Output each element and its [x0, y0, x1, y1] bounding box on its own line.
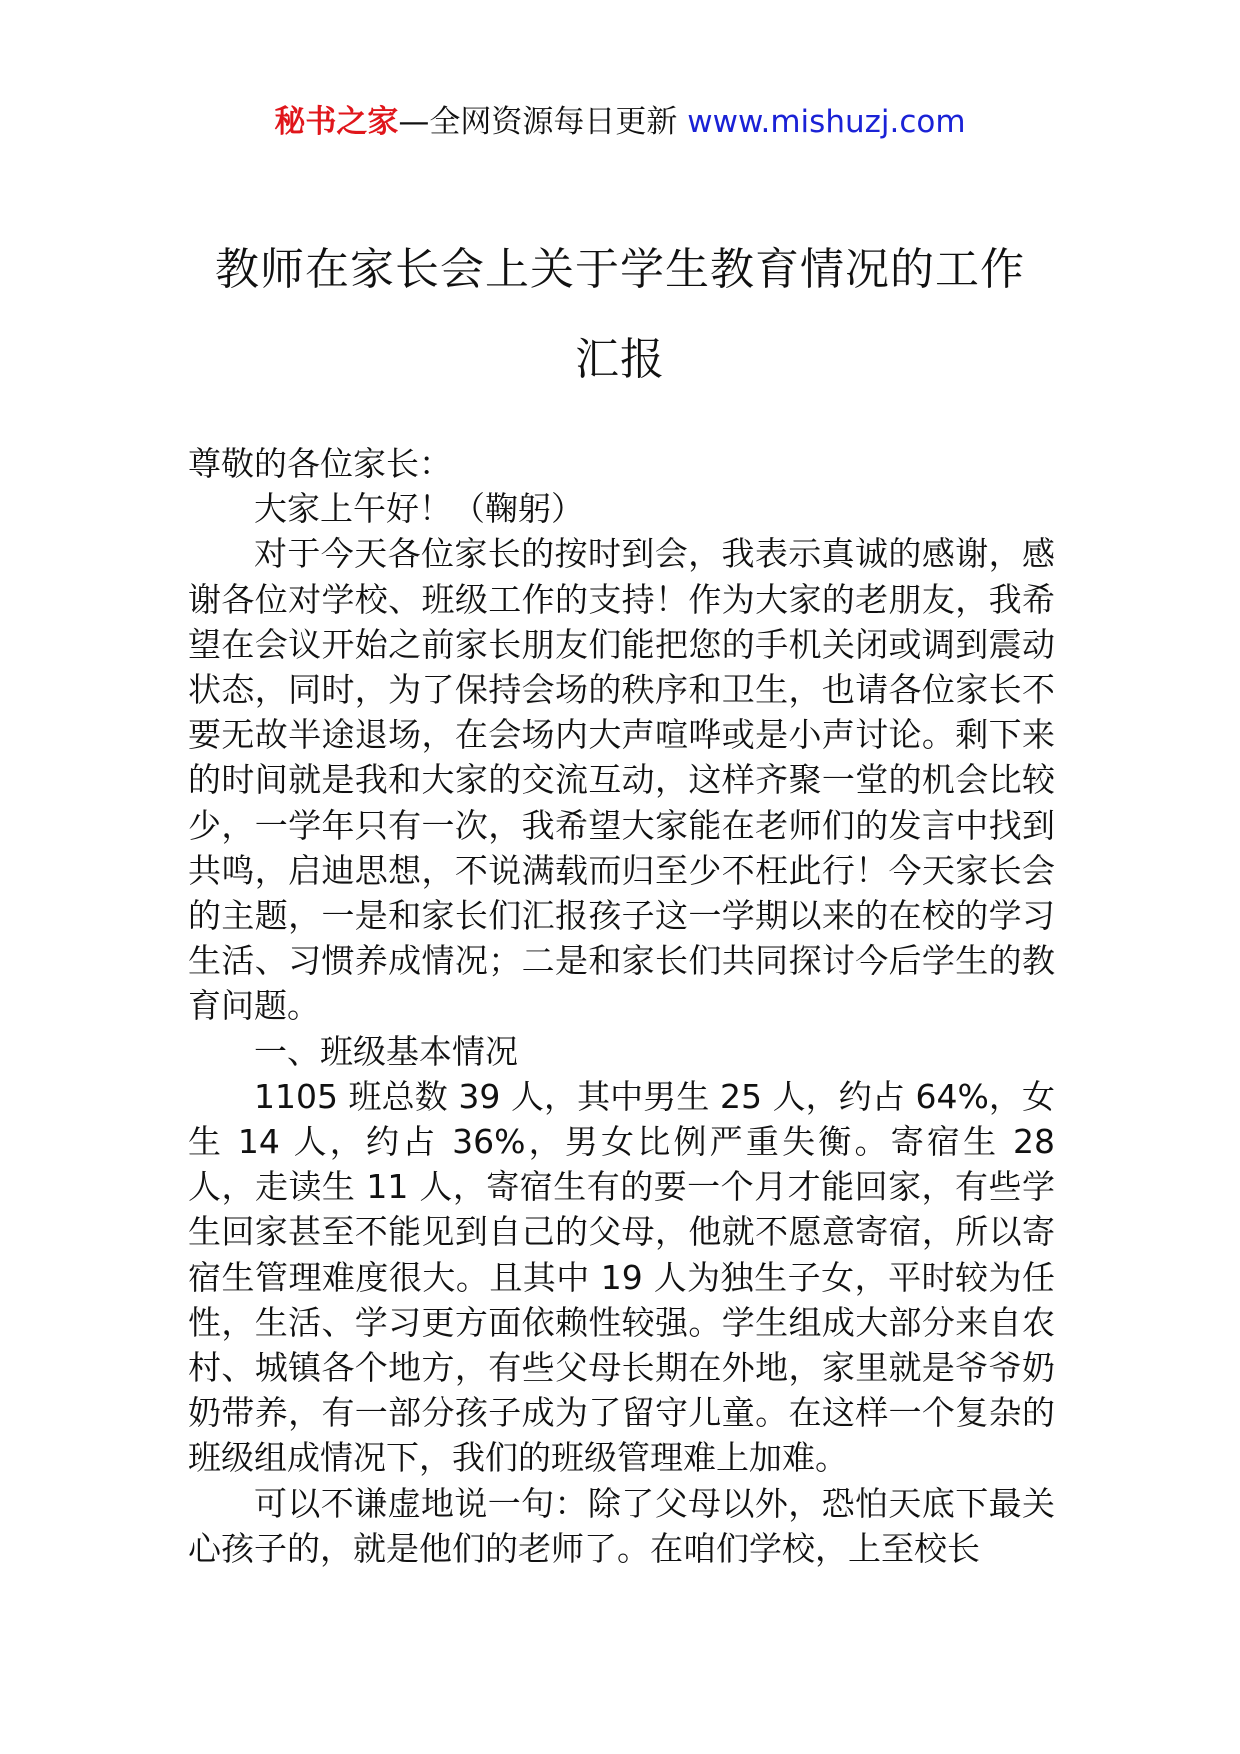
document-body — [188, 441, 1055, 1571]
salutation: 尊敬的各位家长： — [188, 444, 452, 483]
document-title — [170, 225, 1070, 405]
header-slogan: —全网资源每日更新 — [398, 104, 688, 140]
title-line-1: 教师在家长会上关于学生教育情况的工作 — [215, 244, 1025, 295]
header-url[interactable]: www.mishuzj.com — [687, 104, 966, 140]
section-paragraph: 1105 班总数 39 人，其中男生 25 人，约占 64%，女生 14 人，约占 36%，男女比例严重失衡。寄宿生 28 人，走读生 11 人，寄宿生有的要一个月才能回家，有些学生回家甚至不能见到自己的父母，他就不愿意寄宿，所以寄宿生管理难度很大。且其中 19 人为独生子女，平时较为任性，生活、学习更方面依赖性较强。学生组成大部分来自农村、城镇各个地方，有些父母长期在外地，家里就是爷爷奶奶带养，有一部分孩子成为了留守儿童。在这样一个复杂的班级组成情况下，我们的班级管理难上加难。 — [188, 1076, 1055, 1478]
section-heading: 一、班级基本情况 — [254, 1031, 518, 1071]
title-line-2: 汇报 — [575, 334, 665, 385]
intro-paragraph: 对于今天各位家长的按时到会，我表示真诚的感谢，感谢各位对学校、班级工作的支持！作为大家的老朋友，我希望在会议开始之前家长朋友们能把您的手机关闭或调到震动状态，同时，为了保持会场的秩序和卫生，也请各位家长不要无故半途退场，在会场内大声喧哗或是小声讨论。剩下来的时间就是我和大家的交流互动，这样齐聚一堂的机会比较少，一学年只有一次，我希望大家能在老师们的发言中找到共鸣，启迪思想，不说满载而归至少不枉此行！今天家长会的主题，一是和家长们汇报孩子这一学期以来的在校的学习生活、习惯养成情况；二是和家长们共同探讨今后学生的教育问题。 — [188, 534, 1055, 1026]
greeting: 大家上午好！（鞠躬） — [254, 489, 584, 529]
brand-name: 秘书之家 — [274, 104, 399, 140]
site-header — [0, 102, 1240, 142]
closing-paragraph: 可以不谦虚地说一句：除了父母以外，恐怕天底下最关心孩子的，就是他们的老师了。在咱们学校，上至校长 — [188, 1483, 1055, 1568]
